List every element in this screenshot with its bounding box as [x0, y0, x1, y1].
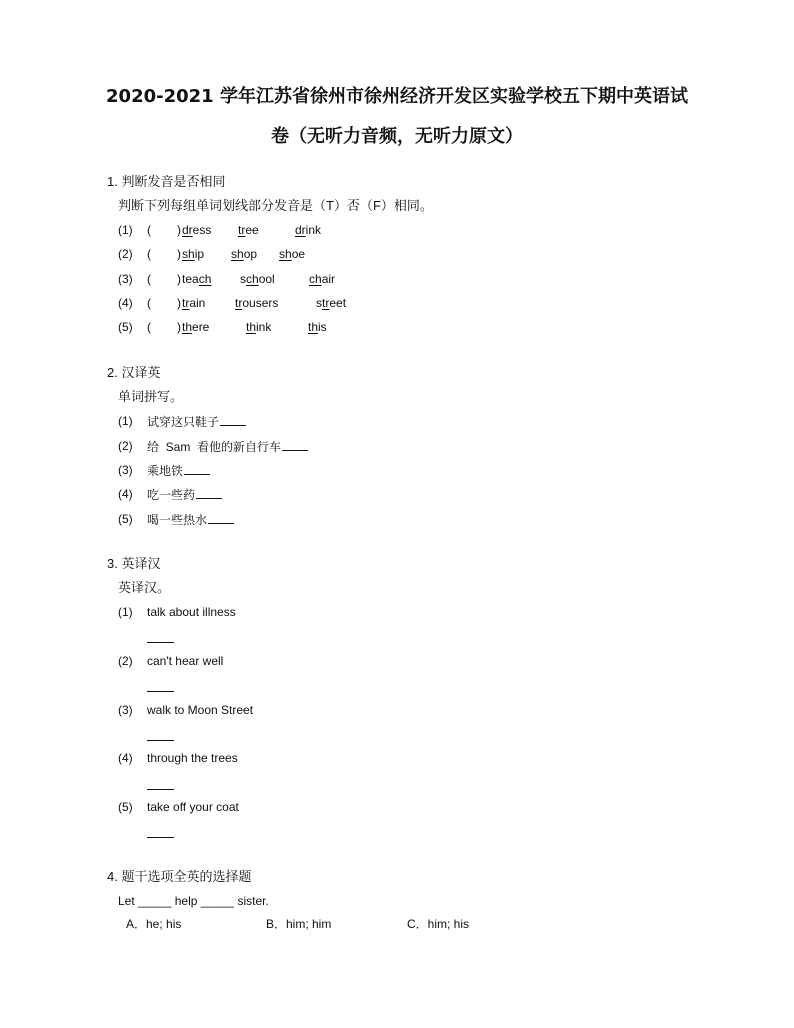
- answer-paren-close: ): [177, 320, 181, 334]
- word-1: there: [182, 320, 210, 334]
- translation-item: [118, 604, 718, 620]
- word-2: tree: [238, 223, 259, 237]
- item-text: 吃一些药: [147, 486, 222, 503]
- answer-line: [147, 691, 174, 692]
- item-number: (5): [118, 320, 133, 334]
- word-2: shop: [231, 247, 258, 261]
- section-1-instruction: 判断下列每组单词划线部分发音是（T）否（F）相同。: [118, 198, 433, 213]
- section-3-instruction: 英译汉。: [118, 580, 171, 595]
- answer-paren-open: (: [147, 223, 151, 237]
- answer-paren-open: (: [147, 247, 151, 261]
- item-number: (2): [118, 439, 133, 453]
- pronunciation-item: [118, 246, 718, 262]
- answer-line: [147, 789, 174, 790]
- pronunciation-item: [118, 271, 718, 287]
- answer-line: [147, 740, 174, 741]
- word-2: school: [240, 272, 275, 286]
- word-3: street: [316, 296, 347, 310]
- item-text: walk to Moon Street: [147, 703, 254, 717]
- word-3: shoe: [279, 247, 306, 261]
- pronunciation-item: [118, 319, 718, 335]
- item-number: (4): [118, 751, 133, 765]
- answer-blank: [196, 486, 222, 499]
- answer-blank: [282, 438, 308, 451]
- section-3-heading: 3. 英译汉: [107, 556, 161, 571]
- answer-paren-open: (: [147, 296, 151, 310]
- item-number: (5): [118, 512, 133, 526]
- answer-paren-open: (: [147, 272, 151, 286]
- answer-blank: [220, 413, 246, 426]
- answer-paren-close: ): [177, 223, 181, 237]
- question-stem: Let _____ help _____ sister.: [118, 894, 269, 908]
- word-1: ship: [182, 247, 205, 261]
- item-text: through the trees: [147, 751, 238, 765]
- word-3: chair: [309, 272, 336, 286]
- exam-title-line-2: 卷（无听力音频，无听力原文）: [271, 126, 523, 147]
- item-number: (1): [118, 414, 133, 428]
- answer-paren-close: ): [177, 272, 181, 286]
- section-1-heading: 1. 判断发音是否相同: [107, 174, 226, 189]
- translation-item: [118, 750, 718, 766]
- answer-options: [126, 916, 626, 932]
- translation-item: [118, 486, 718, 502]
- answer-paren-open: (: [147, 320, 151, 334]
- item-number: (2): [118, 654, 133, 668]
- word-1: teach: [182, 272, 212, 286]
- item-number: (5): [118, 800, 133, 814]
- word-3: this: [308, 320, 327, 334]
- answer-paren-close: ): [177, 296, 181, 310]
- item-number: (1): [118, 223, 133, 237]
- translation-item: [118, 511, 718, 527]
- item-number: (4): [118, 296, 133, 310]
- word-2: think: [246, 320, 272, 334]
- item-number: (2): [118, 247, 133, 261]
- section-4-heading: 4. 题干选项全英的选择题: [107, 869, 252, 884]
- translation-item: [118, 413, 718, 429]
- translation-item: [118, 462, 718, 478]
- item-number: (3): [118, 272, 133, 286]
- option-b: B．him; him: [266, 917, 332, 931]
- answer-line: [147, 837, 174, 838]
- item-text: 试穿这只鞋子: [147, 413, 246, 430]
- answer-line: [147, 642, 174, 643]
- item-number: (3): [118, 703, 133, 717]
- translation-item: [118, 438, 718, 454]
- translation-item: [118, 653, 718, 669]
- pronunciation-item: [118, 295, 718, 311]
- item-number: (4): [118, 487, 133, 501]
- exam-title-line-1: 2020-2021 学年江苏省徐州市徐州经济开发区实验学校五下期中英语试: [106, 86, 688, 107]
- answer-paren-close: ): [177, 247, 181, 261]
- item-text: 乘地铁: [147, 462, 210, 479]
- item-text: take off your coat: [147, 800, 239, 814]
- option-c: C．him; his: [407, 917, 470, 931]
- item-text: 喝一些热水: [147, 511, 234, 528]
- section-2-instruction: 单词拼写。: [118, 389, 184, 404]
- option-a: A．he; his: [126, 917, 182, 931]
- word-1: dress: [182, 223, 212, 237]
- answer-blank: [184, 462, 210, 475]
- item-text: talk about illness: [147, 605, 236, 619]
- item-text: 给 Sam 看他的新自行车: [147, 438, 308, 455]
- section-2-heading: 2. 汉译英: [107, 365, 161, 380]
- word-3: drink: [295, 223, 322, 237]
- translation-item: [118, 702, 718, 718]
- word-1: train: [182, 296, 206, 310]
- item-number: (3): [118, 463, 133, 477]
- item-number: (1): [118, 605, 133, 619]
- translation-item: [118, 799, 718, 815]
- word-2: trousers: [235, 296, 279, 310]
- pronunciation-item: [118, 222, 718, 238]
- item-text: can't hear well: [147, 654, 224, 668]
- answer-blank: [208, 511, 234, 524]
